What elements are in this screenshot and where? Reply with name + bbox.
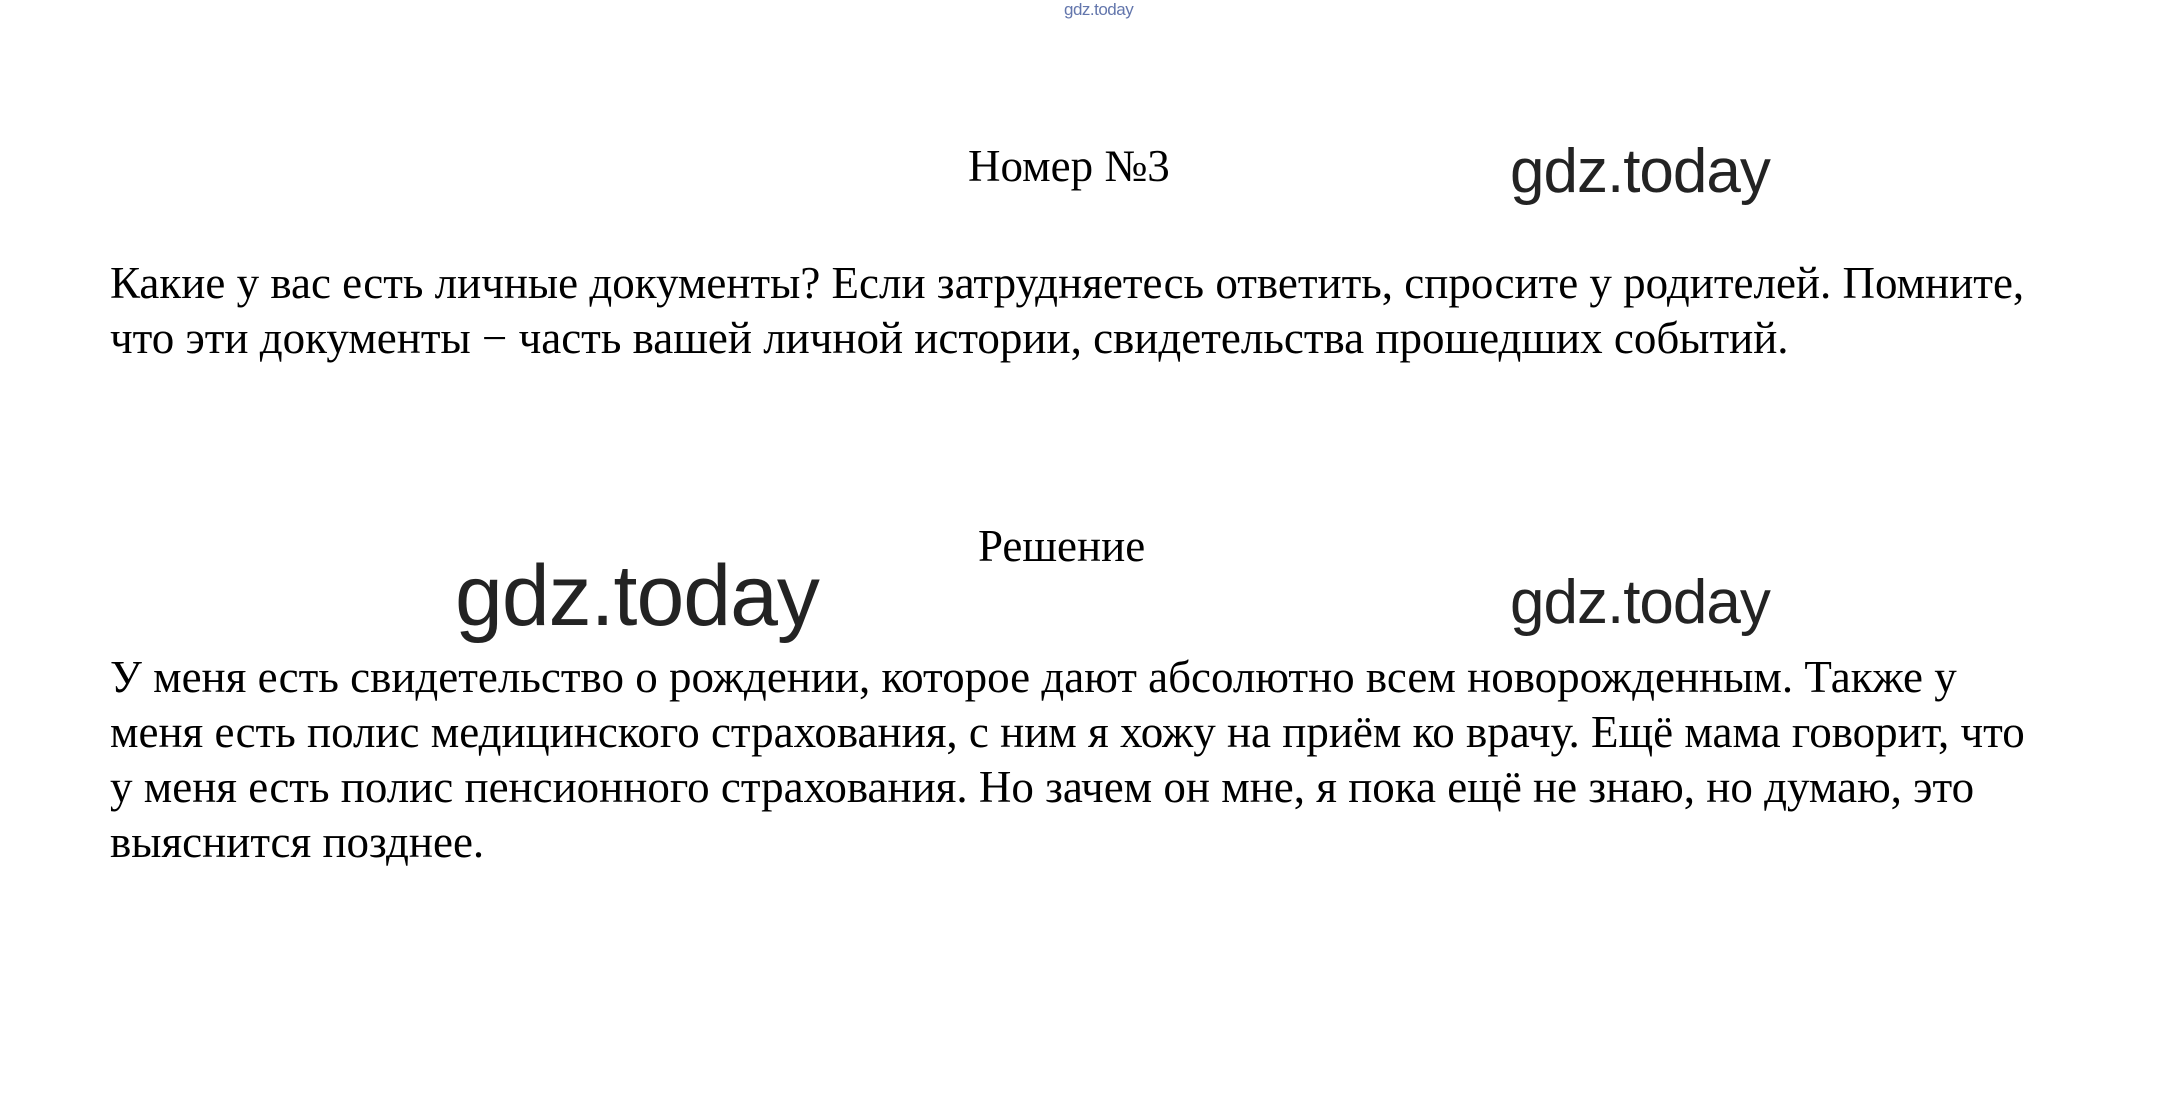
watermark-center: gdz.today xyxy=(455,548,819,644)
watermark-top-right: gdz.today xyxy=(1510,137,1770,206)
question-paragraph: Какие у вас есть личные документы? Если затрудняетесь ответить, спросите у родителей. Помните, что эти документы − часть вашей личной истории, свидетельства прошедших событий. xyxy=(110,258,2025,363)
answer-paragraph: У меня есть свидетельство о рождении, которое дают абсолютно всем новорожденным. Также у меня есть полис медицинского страхования, с ним я хожу на приём ко врачу. Ещё мама говорит, что у меня есть полис пенсионного страхования. Но зачем он мне, я пока ещё не знаю, но думаю, это выяснится позднее. xyxy=(110,652,2025,867)
solution-heading: Решение xyxy=(978,521,1146,571)
page-title: Номер №3 xyxy=(968,141,1170,191)
watermark-middle-right: gdz.today xyxy=(1510,568,1770,637)
watermark-top: gdz.today xyxy=(1064,0,1134,19)
